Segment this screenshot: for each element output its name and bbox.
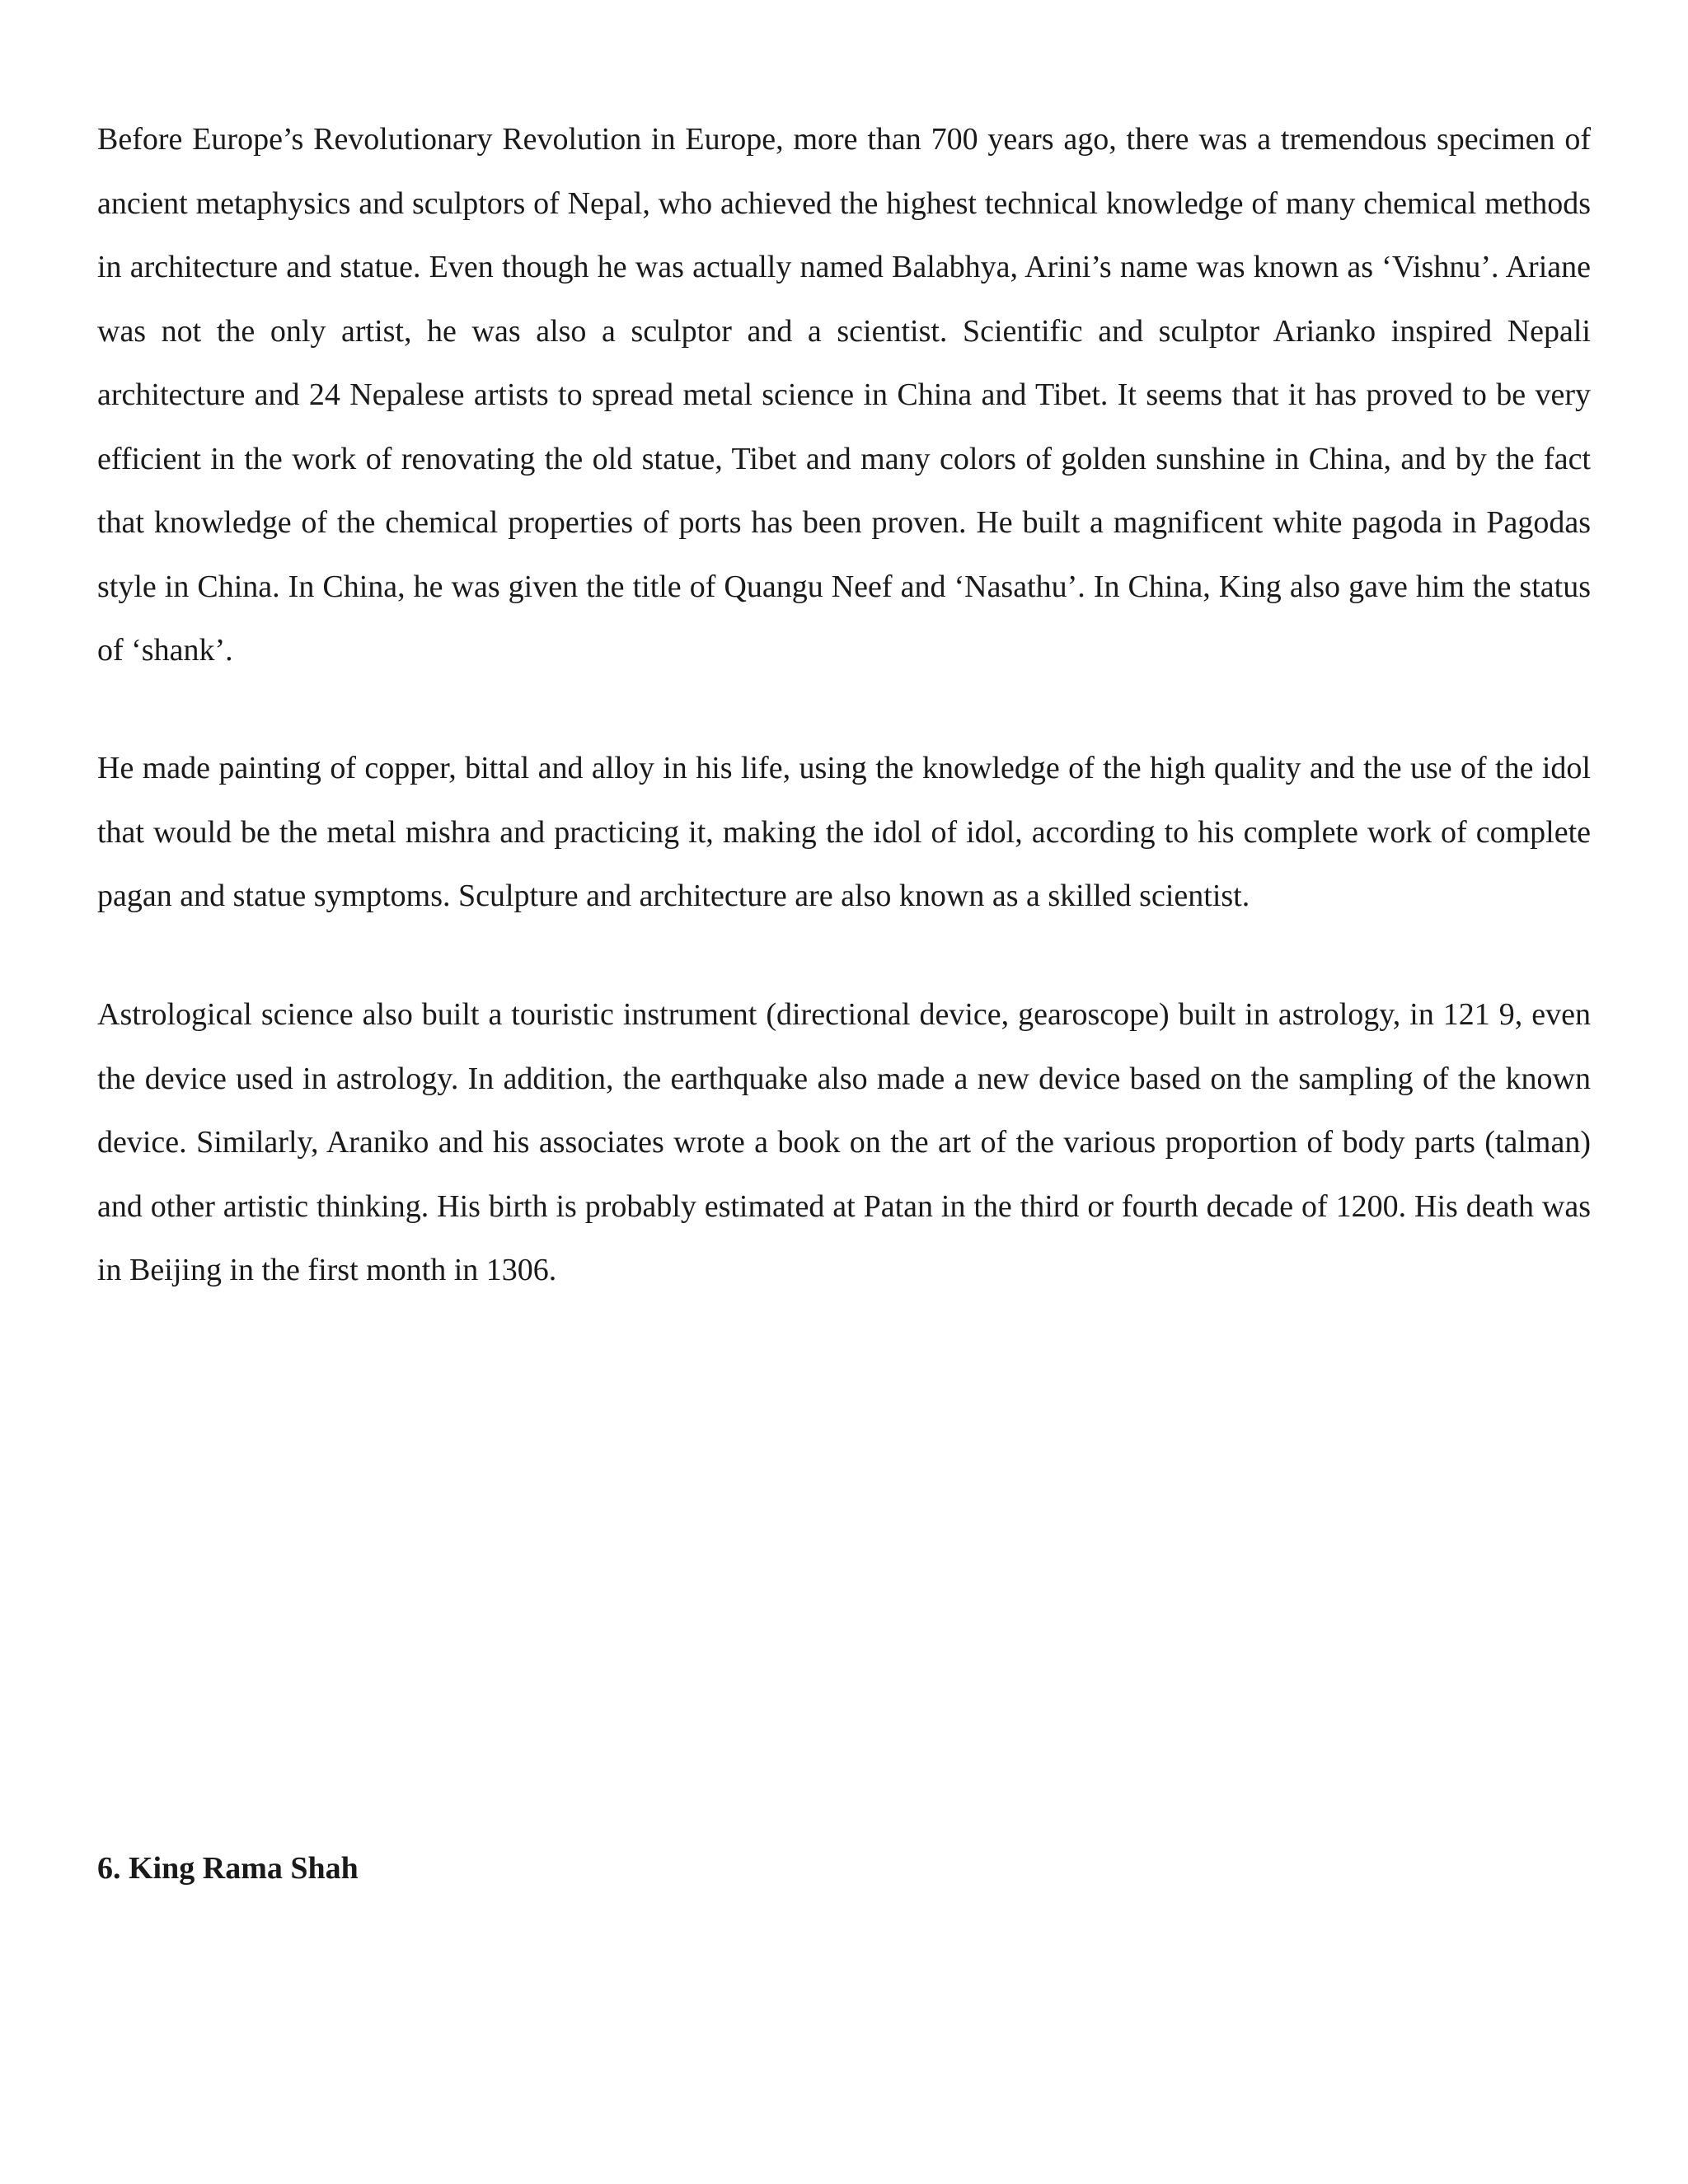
body-paragraph-2: He made painting of copper, bittal and alloy in his life, using the knowledge of the high quality and the use of the idol that would be the metal mishra and practicing it, making the idol of idol, according to his complete work of complete pagan and statue symptoms. Sculpture and architecture are also known as a skilled scientist. — [97, 751, 1591, 913]
section-heading: 6. King Rama Shah — [97, 1851, 359, 1886]
body-paragraph-3: Astrological science also built a touristic instrument (directional device, gearoscope) built in astrology, in 121 9, even the device used in astrology. In addition, the earthquake also made a new device based on the sampling of the known device. Similarly, Araniko and his associates wrote a book on the art of the various proportion of body parts (talman) and other artistic thinking. His birth is probably estimated at Patan in the third or fourth decade of 1200. His death was in Beijing in the first month in 1306. — [97, 997, 1591, 1287]
body-paragraph-1: Before Europe’s Revolutionary Revolution in Europe, more than 700 years ago, there was a tremendous specimen of ancient metaphysics and sculptors of Nepal, who achieved the highest technical knowledge of many chemical methods in architecture and statue. Even though he was actually named Balabhya, Arini’s name was known as ‘Vishnu’. Ariane was not the only artist, he was also a sculptor and a scientist. Scientific and sculptor Arianko inspired Nepali architecture and 24 Nepalese artists to spread metal science in China and Tibet. It seems that it has proved to be very efficient in the work of renovating the old statue, Tibet and many colors of golden sunshine in China, and by the fact that knowledge of the chemical properties of ports has been proven. He built a magnificent white pagoda in Pagodas style in China. In China, he was given the title of Quangu Neef and ‘Nasathu’. In China, King also gave him the status of ‘shank’. — [97, 122, 1591, 668]
